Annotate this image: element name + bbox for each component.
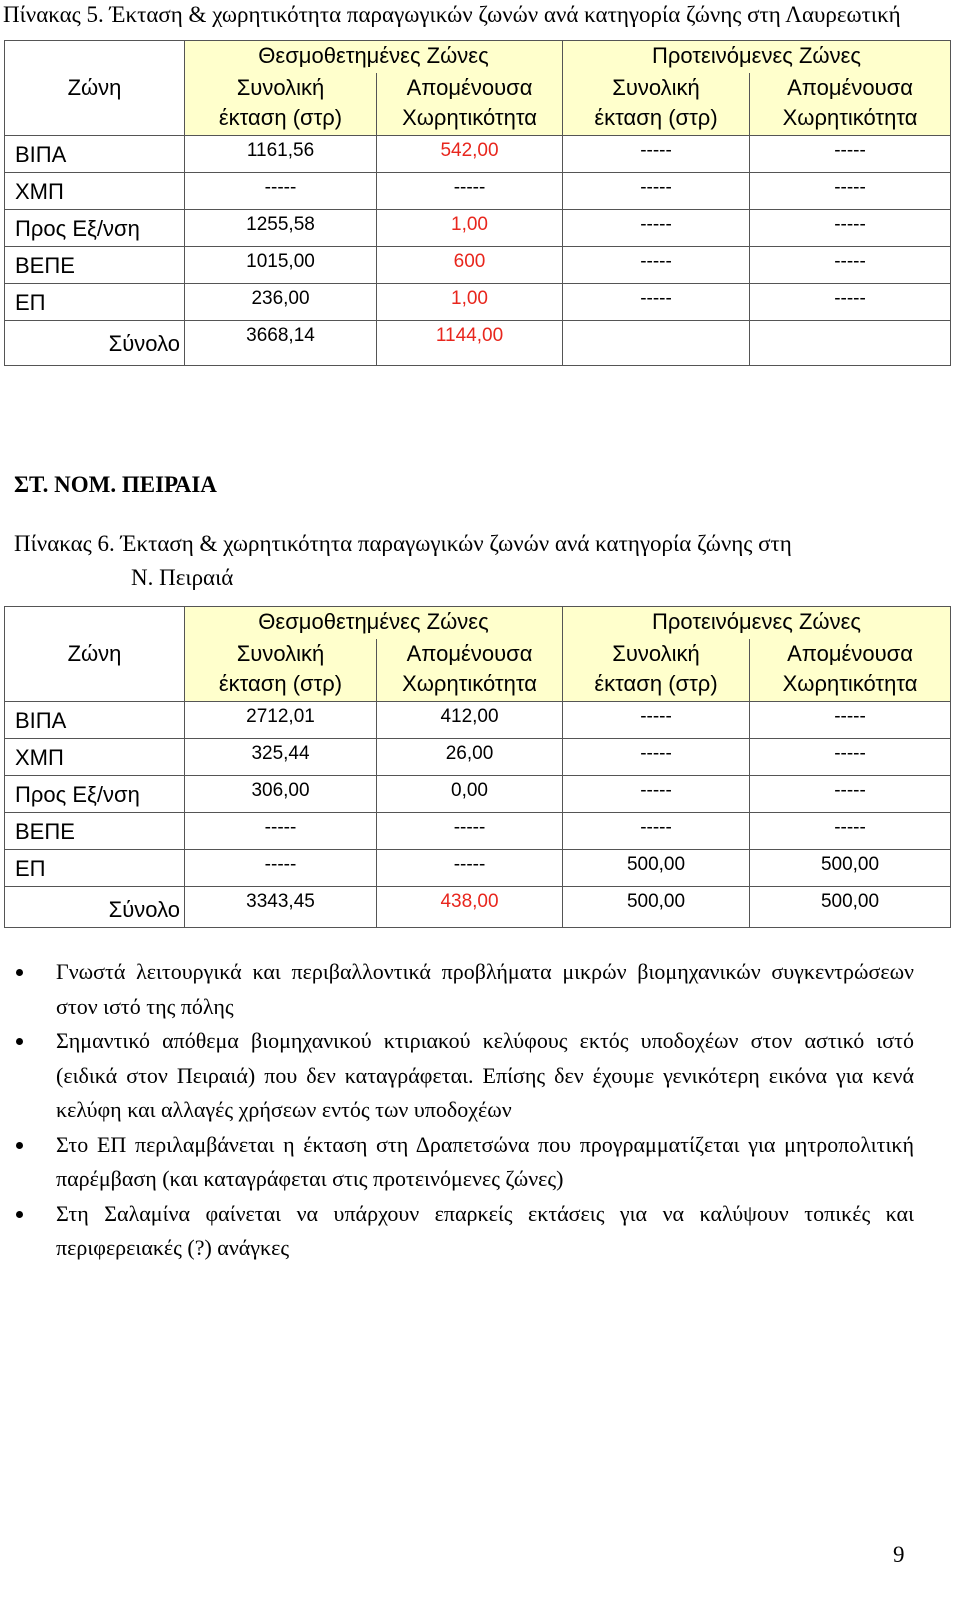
prop-capacity-cell: -----	[750, 136, 951, 173]
est-area-header: Συνολική έκταση (στρ)	[185, 639, 377, 702]
prop-area-cell: -----	[563, 247, 750, 284]
zone-label: ΒΙΠΑ	[5, 702, 185, 739]
est-capacity-cell: 0,00	[377, 776, 563, 813]
est-capacity-cell: 1,00	[377, 284, 563, 321]
bullet-list	[14, 955, 914, 1266]
est-area-cell: 1255,58	[185, 210, 377, 247]
prop-area-cell: -----	[563, 776, 750, 813]
prop-area-cell: -----	[563, 702, 750, 739]
prop-area-cell: -----	[563, 173, 750, 210]
prop-area-cell: -----	[563, 813, 750, 850]
total-est-capacity-cell: 438,00	[377, 887, 563, 928]
est-capacity-header: Απομένουσα Χωρητικότητα	[377, 73, 563, 136]
zone-label: Προς Εξ/νση	[5, 210, 185, 247]
est-capacity-cell: -----	[377, 813, 563, 850]
table5-caption: Πίνακας 5. Έκταση & χωρητικότητα παραγωγικών ζωνών ανά κατηγορία ζώνης στη Λαυρεωτική	[3, 2, 901, 27]
est-area-cell: -----	[185, 850, 377, 887]
total-row	[5, 887, 951, 928]
prop-capacity-cell: -----	[750, 173, 951, 210]
est-capacity-cell: 26,00	[377, 739, 563, 776]
prop-area-cell: -----	[563, 210, 750, 247]
prop-area-header: Συνολική έκταση (στρ)	[563, 639, 750, 702]
est-capacity-cell: 600	[377, 247, 563, 284]
proposed-zones-header: Προτεινόμενες Ζώνες	[563, 607, 951, 640]
est-area-header: Συνολική έκταση (στρ)	[185, 73, 377, 136]
established-zones-header: Θεσμοθετημένες Ζώνες	[185, 41, 563, 74]
est-capacity-header: Απομένουσα Χωρητικότητα	[377, 639, 563, 702]
table6-caption-line1: Πίνακας 6. Έκταση & χωρητικότητα παραγωγικών ζωνών ανά κατηγορία ζώνης στη	[14, 531, 792, 556]
bullet-item: Σημαντικό απόθεμα βιομηχανικού κτιριακού κελύφους εκτός υποδοχέων στον αστικό ιστό (ειδικά στον Πειραιά) που δεν καταγράφεται. Επίσης δεν έχουμε γενικότερη εικόνα για κενά κελύφη και αλλαγές χρήσεων εντός των υποδοχέων	[14, 1024, 914, 1128]
table-row	[5, 136, 951, 173]
table6	[4, 606, 951, 928]
table-row	[5, 173, 951, 210]
table-row	[5, 850, 951, 887]
prop-area-cell: -----	[563, 739, 750, 776]
bullet-item: Γνωστά λειτουργικά και περιβαλλοντικά προβλήματα μικρών βιομηχανικών συγκεντρώσεων στον ιστό της πόλης	[14, 955, 914, 1024]
est-capacity-cell: -----	[377, 850, 563, 887]
prop-capacity-cell: -----	[750, 210, 951, 247]
bullet-dot-icon	[16, 1142, 23, 1149]
zone-label: ΕΠ	[5, 850, 185, 887]
prop-capacity-cell: -----	[750, 247, 951, 284]
est-area-cell: -----	[185, 813, 377, 850]
prop-area-cell: -----	[563, 284, 750, 321]
table-row	[5, 284, 951, 321]
table-row	[5, 247, 951, 284]
bullet-item: Στο ΕΠ περιλαμβάνεται η έκταση στη Δραπετσώνα που προγραμματίζεται για μητροπολιτική παρέμβαση (και καταγράφεται στις προτεινόμενες ζώνες)	[14, 1128, 914, 1197]
total-est-area-cell: 3343,45	[185, 887, 377, 928]
prop-area-cell: -----	[563, 136, 750, 173]
prop-capacity-cell: -----	[750, 284, 951, 321]
prop-capacity-cell: -----	[750, 776, 951, 813]
bullet-dot-icon	[16, 1038, 23, 1045]
established-zones-header: Θεσμοθετημένες Ζώνες	[185, 607, 563, 640]
est-area-cell: 2712,01	[185, 702, 377, 739]
est-capacity-cell: 542,00	[377, 136, 563, 173]
prop-capacity-cell: -----	[750, 739, 951, 776]
total-est-capacity-cell: 1144,00	[377, 321, 563, 366]
total-label: Σύνολο	[5, 321, 185, 366]
est-area-cell: 236,00	[185, 284, 377, 321]
est-area-cell: 1015,00	[185, 247, 377, 284]
total-est-area-cell: 3668,14	[185, 321, 377, 366]
section-heading: ΣΤ. ΝΟΜ. ΠΕΙΡΑΙΑ	[14, 472, 217, 497]
est-area-cell: 306,00	[185, 776, 377, 813]
zone-label: ΒΕΠΕ	[5, 247, 185, 284]
total-prop-capacity-cell	[750, 321, 951, 366]
prop-capacity-cell: -----	[750, 702, 951, 739]
zone-label: Προς Εξ/νση	[5, 776, 185, 813]
total-prop-area-cell	[563, 321, 750, 366]
est-capacity-cell: 412,00	[377, 702, 563, 739]
prop-area-header: Συνολική έκταση (στρ)	[563, 73, 750, 136]
prop-capacity-header: Απομένουσα Χωρητικότητα	[750, 639, 951, 702]
total-prop-area-cell: 500,00	[563, 887, 750, 928]
est-area-cell: 325,44	[185, 739, 377, 776]
total-row	[5, 321, 951, 366]
prop-capacity-cell: -----	[750, 813, 951, 850]
zone-label: ΧΜΠ	[5, 173, 185, 210]
est-area-cell: -----	[185, 173, 377, 210]
table5	[4, 40, 951, 366]
table-row	[5, 210, 951, 247]
est-capacity-cell: -----	[377, 173, 563, 210]
zone-label: ΧΜΠ	[5, 739, 185, 776]
prop-capacity-header: Απομένουσα Χωρητικότητα	[750, 73, 951, 136]
table-row	[5, 702, 951, 739]
total-prop-capacity-cell: 500,00	[750, 887, 951, 928]
prop-area-cell: 500,00	[563, 850, 750, 887]
table-row	[5, 776, 951, 813]
proposed-zones-header: Προτεινόμενες Ζώνες	[563, 41, 951, 74]
est-area-cell: 1161,56	[185, 136, 377, 173]
prop-capacity-cell: 500,00	[750, 850, 951, 887]
total-label: Σύνολο	[5, 887, 185, 928]
bullet-dot-icon	[16, 1211, 23, 1218]
table-row	[5, 813, 951, 850]
zone-column-header: Ζώνη	[5, 607, 185, 702]
bullet-item: Στη Σαλαμίνα φαίνεται να υπάρχουν επαρκείς εκτάσεις για να καλύψουν τοπικές και περιφερειακές (?) ανάγκες	[14, 1197, 914, 1266]
est-capacity-cell: 1,00	[377, 210, 563, 247]
zone-label: ΒΕΠΕ	[5, 813, 185, 850]
table6-caption-line2: Ν. Πειραιά	[131, 565, 234, 590]
zone-column-header: Ζώνη	[5, 41, 185, 136]
zone-label: ΒΙΠΑ	[5, 136, 185, 173]
page-number: 9	[893, 1542, 905, 1567]
zone-label: ΕΠ	[5, 284, 185, 321]
table-row	[5, 739, 951, 776]
bullet-dot-icon	[16, 969, 23, 976]
